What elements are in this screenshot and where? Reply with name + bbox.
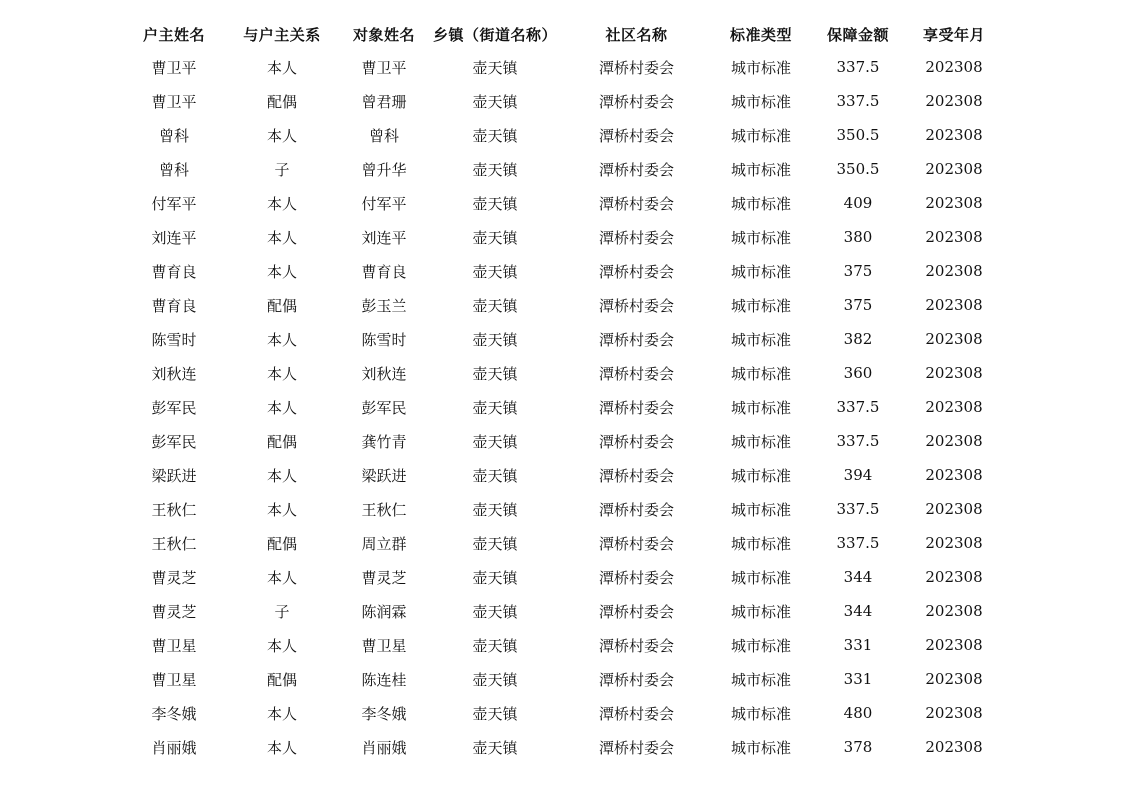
cell-amount: 331	[843, 670, 873, 688]
cell-township: 壶天镇	[472, 296, 518, 315]
cell-community: 潭桥村委会	[598, 160, 674, 179]
cell-householder-name: 曹育良	[151, 262, 197, 281]
cell-standard-type: 城市标准	[730, 704, 791, 723]
cell-community: 潭桥村委会	[598, 262, 674, 281]
cell-relationship: 本人	[266, 228, 297, 247]
cell-householder-name: 王秋仁	[151, 534, 197, 553]
cell-amount: 337.5	[836, 432, 880, 450]
table-row	[120, 186, 999, 220]
cell-amount: 337.5	[836, 92, 880, 110]
cell-amount: 337.5	[836, 500, 880, 518]
cell-householder-name: 付军平	[151, 194, 197, 213]
table-row	[120, 356, 999, 390]
table-row	[120, 458, 999, 492]
cell-amount: 350.5	[836, 160, 880, 178]
cell-relationship: 本人	[266, 194, 297, 213]
cell-amount: 480	[843, 704, 873, 722]
cell-relationship: 配偶	[266, 670, 297, 689]
cell-householder-name: 李冬娥	[151, 704, 197, 723]
cell-period: 202308	[925, 228, 983, 246]
header-township: 乡镇（街道名称）	[432, 25, 557, 44]
table-row	[120, 526, 999, 560]
cell-period: 202308	[925, 568, 983, 586]
cell-period: 202308	[925, 432, 983, 450]
cell-amount: 375	[843, 296, 873, 314]
table-row	[120, 662, 999, 696]
cell-relationship: 本人	[266, 262, 297, 281]
cell-householder-name: 曹灵芝	[151, 568, 197, 587]
cell-amount: 378	[843, 738, 873, 756]
cell-recipient-name: 梁跃进	[361, 466, 407, 485]
cell-standard-type: 城市标准	[730, 160, 791, 179]
cell-recipient-name: 曹育良	[361, 262, 407, 281]
cell-standard-type: 城市标准	[730, 398, 791, 417]
cell-community: 潭桥村委会	[598, 92, 674, 111]
table-row	[120, 696, 999, 730]
cell-householder-name: 曹卫星	[151, 670, 197, 689]
cell-recipient-name: 龚竹青	[361, 432, 407, 451]
cell-recipient-name: 李冬娥	[361, 704, 407, 723]
cell-community: 潭桥村委会	[598, 636, 674, 655]
table-header	[120, 18, 999, 50]
cell-relationship: 本人	[266, 330, 297, 349]
cell-amount: 409	[843, 194, 873, 212]
cell-householder-name: 曹灵芝	[151, 602, 197, 621]
header-householder-name: 户主姓名	[142, 25, 205, 44]
cell-period: 202308	[925, 194, 983, 212]
table-row	[120, 322, 999, 356]
cell-period: 202308	[925, 58, 983, 76]
table-body	[120, 50, 999, 764]
cell-township: 壶天镇	[472, 636, 518, 655]
table-row	[120, 84, 999, 118]
cell-recipient-name: 曹卫平	[361, 58, 407, 77]
cell-community: 潭桥村委会	[598, 330, 674, 349]
table-row	[120, 220, 999, 254]
cell-standard-type: 城市标准	[730, 500, 791, 519]
cell-relationship: 本人	[266, 126, 297, 145]
cell-township: 壶天镇	[472, 262, 518, 281]
cell-standard-type: 城市标准	[730, 432, 791, 451]
cell-township: 壶天镇	[472, 126, 518, 145]
table-row	[120, 730, 999, 764]
cell-relationship: 配偶	[266, 534, 297, 553]
cell-recipient-name: 陈雪时	[361, 330, 407, 349]
cell-amount: 344	[843, 568, 873, 586]
cell-standard-type: 城市标准	[730, 296, 791, 315]
cell-relationship: 本人	[266, 398, 297, 417]
cell-standard-type: 城市标准	[730, 636, 791, 655]
cell-recipient-name: 刘秋连	[361, 364, 407, 383]
cell-township: 壶天镇	[472, 568, 518, 587]
cell-township: 壶天镇	[472, 670, 518, 689]
cell-relationship: 子	[274, 160, 290, 179]
cell-period: 202308	[925, 670, 983, 688]
header-row	[120, 18, 999, 50]
cell-relationship: 本人	[266, 466, 297, 485]
cell-period: 202308	[925, 398, 983, 416]
cell-householder-name: 王秋仁	[151, 500, 197, 519]
cell-householder-name: 曹育良	[151, 296, 197, 315]
cell-amount: 337.5	[836, 58, 880, 76]
cell-community: 潭桥村委会	[598, 466, 674, 485]
cell-householder-name: 彭军民	[151, 398, 197, 417]
cell-relationship: 配偶	[266, 296, 297, 315]
cell-relationship: 本人	[266, 738, 297, 757]
cell-township: 壶天镇	[472, 500, 518, 519]
cell-standard-type: 城市标准	[730, 602, 791, 621]
cell-householder-name: 曹卫星	[151, 636, 197, 655]
cell-standard-type: 城市标准	[730, 126, 791, 145]
cell-standard-type: 城市标准	[730, 262, 791, 281]
cell-recipient-name: 付军平	[361, 194, 407, 213]
cell-period: 202308	[925, 466, 983, 484]
cell-period: 202308	[925, 126, 983, 144]
cell-relationship: 子	[274, 602, 290, 621]
cell-township: 壶天镇	[472, 194, 518, 213]
cell-householder-name: 曾科	[158, 160, 189, 179]
cell-standard-type: 城市标准	[730, 58, 791, 77]
cell-period: 202308	[925, 160, 983, 178]
cell-community: 潭桥村委会	[598, 228, 674, 247]
table-row	[120, 594, 999, 628]
cell-community: 潭桥村委会	[598, 126, 674, 145]
cell-period: 202308	[925, 330, 983, 348]
cell-township: 壶天镇	[472, 704, 518, 723]
cell-householder-name: 陈雪时	[151, 330, 197, 349]
table-row	[120, 628, 999, 662]
cell-recipient-name: 曾君珊	[361, 92, 407, 111]
cell-householder-name: 刘连平	[151, 228, 197, 247]
cell-community: 潭桥村委会	[598, 58, 674, 77]
cell-community: 潭桥村委会	[598, 500, 674, 519]
cell-period: 202308	[925, 738, 983, 756]
cell-recipient-name: 周立群	[361, 534, 407, 553]
cell-period: 202308	[925, 364, 983, 382]
cell-community: 潭桥村委会	[598, 534, 674, 553]
cell-householder-name: 肖丽娥	[151, 738, 197, 757]
cell-township: 壶天镇	[472, 466, 518, 485]
cell-relationship: 本人	[266, 568, 297, 587]
cell-amount: 394	[843, 466, 873, 484]
cell-standard-type: 城市标准	[730, 534, 791, 553]
cell-community: 潭桥村委会	[598, 602, 674, 621]
header-relationship: 与户主关系	[243, 25, 321, 44]
cell-amount: 380	[843, 228, 873, 246]
cell-standard-type: 城市标准	[730, 670, 791, 689]
cell-recipient-name: 彭军民	[361, 398, 407, 417]
cell-recipient-name: 曹卫星	[361, 636, 407, 655]
cell-recipient-name: 刘连平	[361, 228, 407, 247]
header-amount: 保障金额	[826, 25, 889, 44]
cell-period: 202308	[925, 602, 983, 620]
cell-township: 壶天镇	[472, 602, 518, 621]
cell-householder-name: 曾科	[158, 126, 189, 145]
cell-township: 壶天镇	[472, 738, 518, 757]
cell-standard-type: 城市标准	[730, 330, 791, 349]
cell-amount: 344	[843, 602, 873, 620]
table-row	[120, 424, 999, 458]
cell-township: 壶天镇	[472, 364, 518, 383]
cell-relationship: 本人	[266, 58, 297, 77]
cell-amount: 382	[843, 330, 873, 348]
cell-standard-type: 城市标准	[730, 466, 791, 485]
table-row	[120, 152, 999, 186]
cell-householder-name: 彭军民	[151, 432, 197, 451]
header-standard-type: 标准类型	[729, 25, 792, 44]
cell-community: 潭桥村委会	[598, 398, 674, 417]
cell-community: 潭桥村委会	[598, 432, 674, 451]
cell-community: 潭桥村委会	[598, 670, 674, 689]
cell-township: 壶天镇	[472, 432, 518, 451]
cell-amount: 331	[843, 636, 873, 654]
header-recipient-name: 对象姓名	[352, 25, 415, 44]
cell-period: 202308	[925, 262, 983, 280]
cell-amount: 337.5	[836, 398, 880, 416]
cell-standard-type: 城市标准	[730, 364, 791, 383]
cell-period: 202308	[925, 296, 983, 314]
cell-amount: 350.5	[836, 126, 880, 144]
cell-standard-type: 城市标准	[730, 228, 791, 247]
cell-amount: 337.5	[836, 534, 880, 552]
cell-householder-name: 曹卫平	[151, 58, 197, 77]
cell-period: 202308	[925, 534, 983, 552]
cell-township: 壶天镇	[472, 534, 518, 553]
cell-period: 202308	[925, 704, 983, 722]
cell-householder-name: 梁跃进	[151, 466, 197, 485]
cell-township: 壶天镇	[472, 92, 518, 111]
cell-township: 壶天镇	[472, 330, 518, 349]
cell-period: 202308	[925, 500, 983, 518]
cell-relationship: 本人	[266, 704, 297, 723]
table-row	[120, 390, 999, 424]
cell-recipient-name: 陈连桂	[361, 670, 407, 689]
cell-householder-name: 曹卫平	[151, 92, 197, 111]
cell-recipient-name: 肖丽娥	[361, 738, 407, 757]
cell-relationship: 本人	[266, 636, 297, 655]
header-community: 社区名称	[605, 25, 668, 44]
cell-community: 潭桥村委会	[598, 296, 674, 315]
cell-township: 壶天镇	[472, 398, 518, 417]
table-row	[120, 50, 999, 84]
cell-standard-type: 城市标准	[730, 568, 791, 587]
cell-township: 壶天镇	[472, 228, 518, 247]
cell-relationship: 本人	[266, 364, 297, 383]
cell-township: 壶天镇	[472, 58, 518, 77]
cell-community: 潭桥村委会	[598, 738, 674, 757]
cell-relationship: 本人	[266, 500, 297, 519]
cell-recipient-name: 王秋仁	[361, 500, 407, 519]
cell-amount: 375	[843, 262, 873, 280]
cell-amount: 360	[843, 364, 873, 382]
table-row	[120, 288, 999, 322]
cell-standard-type: 城市标准	[730, 738, 791, 757]
table-row	[120, 118, 999, 152]
table-row	[120, 492, 999, 526]
header-period: 享受年月	[922, 25, 985, 44]
cell-standard-type: 城市标准	[730, 194, 791, 213]
document-sheet	[120, 18, 999, 764]
cell-period: 202308	[925, 92, 983, 110]
cell-recipient-name: 曾科	[368, 126, 399, 145]
table-row	[120, 254, 999, 288]
table-row	[120, 560, 999, 594]
cell-township: 壶天镇	[472, 160, 518, 179]
cell-relationship: 配偶	[266, 432, 297, 451]
cell-recipient-name: 曾升华	[361, 160, 407, 179]
cell-standard-type: 城市标准	[730, 92, 791, 111]
cell-community: 潭桥村委会	[598, 704, 674, 723]
cell-recipient-name: 彭玉兰	[361, 296, 407, 315]
cell-community: 潭桥村委会	[598, 364, 674, 383]
cell-recipient-name: 曹灵芝	[361, 568, 407, 587]
beneficiary-table	[120, 18, 999, 764]
cell-relationship: 配偶	[266, 92, 297, 111]
cell-period: 202308	[925, 636, 983, 654]
cell-community: 潭桥村委会	[598, 568, 674, 587]
cell-householder-name: 刘秋连	[151, 364, 197, 383]
cell-recipient-name: 陈润霖	[361, 602, 407, 621]
cell-community: 潭桥村委会	[598, 194, 674, 213]
